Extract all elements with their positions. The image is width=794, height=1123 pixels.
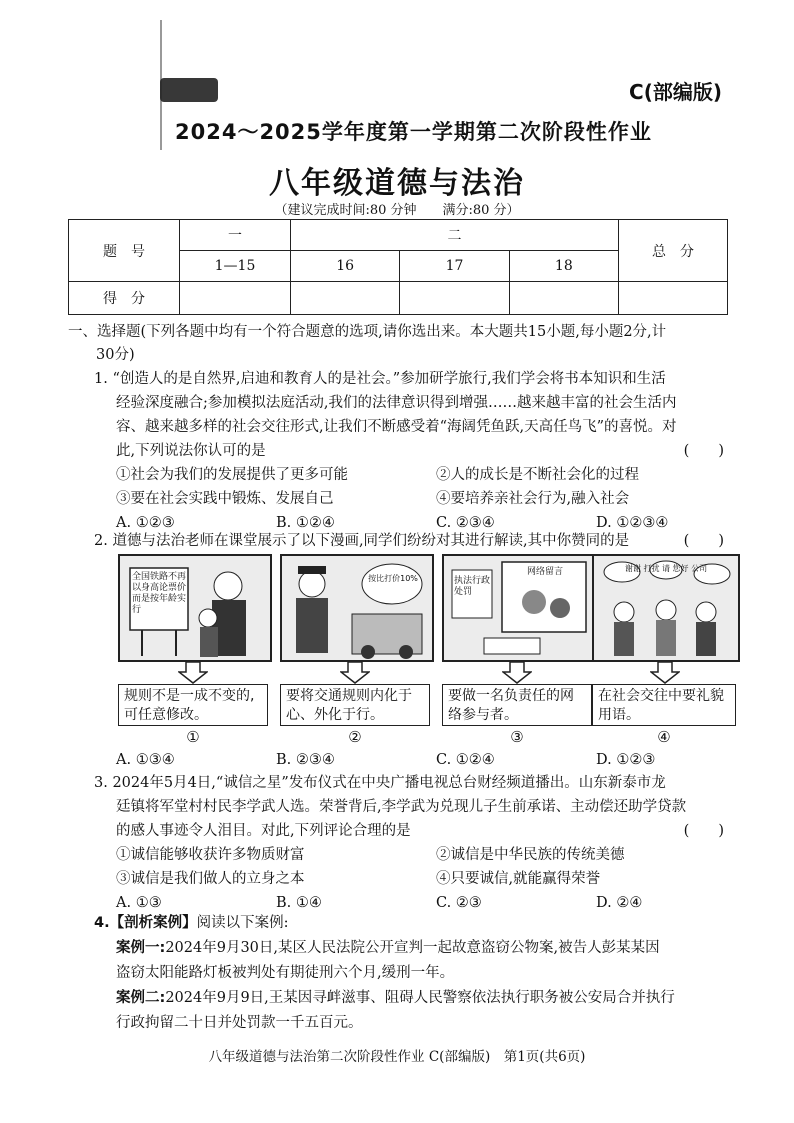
statement: ③诚信是我们做人的立身之本: [116, 871, 305, 887]
option-c[interactable]: C. ②③④: [436, 515, 495, 531]
option-d[interactable]: D. ①②③: [596, 752, 656, 768]
score-cell[interactable]: [619, 282, 728, 315]
arrow-down-icon: [502, 662, 532, 684]
arrow-down-icon: [650, 662, 680, 684]
case-2-label: 案例二:: [116, 990, 166, 1006]
question-1: 1. “创造人的是自然界,启迪和教育人的是社会。”参加研学旅行,我们学会将书本知识和生活 经验深度融合;参加模拟法庭活动,我们的法律意识得到增强……越来越丰富的社会生活内 容、越来越多样的社会交往形式,让我们不断感受着“海阔凭鱼跃,天高任鸟飞”的喜悦。对 此,下列说法你认可的是 ( ) ①社会为我们的发展提供了更多可能 ②人的成长是不断社会化的过程 ③要在社会实践中锻炼、发展自己 ④要培养亲社会行为,融入社会 A. ①②③ B. ①②④ C. ②③④ D. ①②③④: [94, 367, 734, 535]
score-cell[interactable]: [400, 282, 509, 315]
score-table: [68, 219, 728, 315]
caption-2: 要将交通规则内化于心、外化于行。: [280, 684, 430, 726]
edition-label: C(部编版): [629, 80, 722, 104]
section-two-header: 二: [291, 220, 619, 251]
row-label-score: 得 分: [69, 282, 180, 315]
arrow-down-icon: [340, 662, 370, 684]
total-header: 总 分: [619, 220, 728, 282]
arrow-down-icon: [178, 662, 208, 684]
col-17: 17: [400, 251, 509, 282]
caption-number-4: ④: [657, 728, 671, 746]
option-d[interactable]: D. ②④: [596, 895, 643, 911]
comic-4: [592, 554, 740, 662]
question-2-stem: 2. 道德与法治老师在课堂展示了以下漫画,同学们纷纷对其进行解读,其中你赞同的是 ( ): [94, 529, 734, 553]
col-18: 18: [509, 251, 618, 282]
answer-bracket[interactable]: ( ): [683, 443, 724, 459]
question-4: 4.【剖析案例】阅读以下案例: 案例一:2024年9月30日,某区人民法院公开宣判一起故意盗窃公物案,被告人彭某某因 盗窃太阳能路灯板被判处有期徒刑六个月,缓刑一年。 案例二:2024年9月9日,王某因寻衅滋事、阻碍人民警察依法执行职务被公安局合并执行 行政拘留二十日并处罚款一千五百元。: [94, 915, 675, 1031]
col-16: 16: [291, 251, 400, 282]
scan-smudge: [160, 78, 218, 102]
option-c[interactable]: C. ①②④: [436, 752, 495, 768]
subject-title: 八年级道德与法治: [269, 166, 525, 201]
option-c[interactable]: C. ②③: [436, 895, 482, 911]
option-a[interactable]: A. ①②③: [116, 515, 175, 531]
comic-4-bubble-text: 谢谢 打扰 请 您好 公司: [624, 564, 708, 573]
score-cell[interactable]: [180, 282, 291, 315]
question-3: 3. 2024年5月4日,“诚信之星”发布仪式在中央广播电视总台财经频道播出。山东新泰市龙 廷镇将军堂村村民李学武人选。荣誉背后,李学武为兑现儿子生前承诺、主动偿还助学贷款 的感人事迹令人泪目。对此,下列评论合理的是 ( ) ①诚信能够收获许多物质财富 ②诚信是中华民族的传统美德 ③诚信是我们做人的立身之本 ④只要诚信,就能赢得荣誉 A. ①③ B. ①④ C. ②③ D. ②④: [94, 771, 734, 915]
q4-label: 4.【剖析案例】: [94, 915, 197, 931]
exam-title: 2024～2025学年度第一学期第二次阶段性作业: [175, 120, 652, 144]
caption-number-1: ①: [186, 728, 200, 746]
comic-2-illustration: [282, 556, 432, 660]
exam-info: （建议完成时间:80 分钟 满分:80 分）: [274, 203, 520, 218]
comic-3-screen-text: 网络留言: [526, 567, 563, 577]
option-d[interactable]: D. ①②③④: [596, 515, 669, 531]
question-2-options: [116, 748, 756, 772]
comic-3-sign-text: 执法行政处罚: [454, 576, 491, 597]
comic-1: [118, 554, 272, 662]
score-cell[interactable]: [291, 282, 400, 315]
case-1-label: 案例一:: [116, 940, 166, 956]
caption-number-2: ②: [348, 728, 362, 746]
page-footer: 八年级道德与法治第二次阶段性作业 C(部编版) 第1页(共6页): [208, 1049, 586, 1065]
comic-3: [442, 554, 596, 662]
statement: ③要在社会实践中锻炼、发展自己: [116, 491, 334, 507]
statement: ②人的成长是不断社会化的过程: [436, 467, 639, 483]
caption-1: 规则不是一成不变的,可任意修改。: [118, 684, 268, 726]
score-cell[interactable]: [509, 282, 618, 315]
option-a[interactable]: A. ①③④: [116, 752, 175, 768]
statement: ②诚信是中华民族的传统美德: [436, 847, 625, 863]
col-1-15: 1—15: [180, 251, 291, 282]
section-one-heading: 一、选择题(下列各题中均有一个符合题意的选项,请你选出来。本大题共15小题,每小题2分,计 30分): [68, 324, 667, 363]
statement: ④要培养亲社会行为,融入社会: [436, 491, 630, 507]
statement: ①社会为我们的发展提供了更多可能: [116, 467, 348, 483]
section-one-header: 一: [180, 220, 291, 251]
caption-4: 在社会交往中要礼貌用语。: [592, 684, 736, 726]
answer-bracket[interactable]: ( ): [683, 823, 724, 839]
comic-1-sign-text: 全国铁路不再以身高论票价而是按年龄实行: [132, 572, 187, 615]
statement: ①诚信能够收获许多物质财富: [116, 847, 305, 863]
option-b[interactable]: B. ②③④: [276, 752, 335, 768]
option-b[interactable]: B. ①④: [276, 895, 322, 911]
answer-bracket[interactable]: ( ): [683, 533, 724, 549]
row-label-title: 题 号: [69, 220, 180, 282]
option-b[interactable]: B. ①②④: [276, 515, 335, 531]
comic-2-bubble-text: 按比打价10%: [368, 574, 418, 583]
comic-panels: [118, 554, 738, 754]
comic-2: [280, 554, 434, 662]
caption-3: 要做一名负责任的网络参与者。: [442, 684, 592, 726]
statement: ④只要诚信,就能赢得荣誉: [436, 871, 601, 887]
option-a[interactable]: A. ①③: [116, 895, 162, 911]
caption-number-3: ③: [510, 728, 524, 746]
